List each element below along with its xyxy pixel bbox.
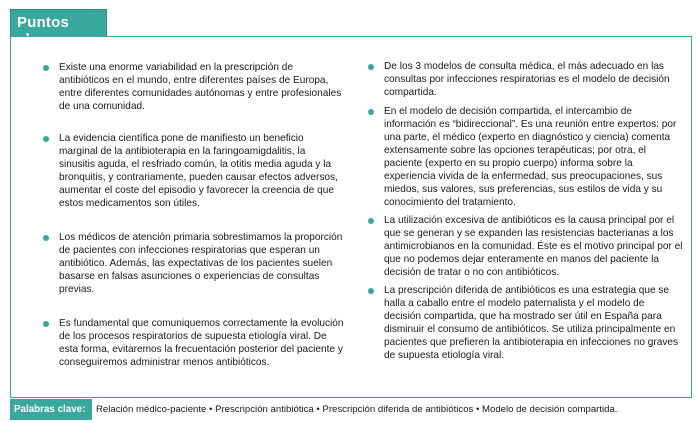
section-title: Puntos clave [17,14,70,48]
right-column [366,60,684,362]
key-points-box [10,36,692,398]
key-point: Los médicos de atención primaria sobrestimamos la proporción de pacientes con infecciones respiratorias que esperan un antibiótico. Además, las expectativas de los pacientes suelen basarse en falsas asunciones o experiencias de consultas previas. [41,231,344,296]
key-point: La evidencia científica pone de manifiesto un beneficio marginal de la antibioterapia en la faringoamigdalitis, la sinusitis aguda, el resfriado común, la otitis media aguda y la bronquitis, y contrariamente, pueden causar efectos adversos, aumentar el coste del episodio y favorecer la creencia de que estos medicamentos son útiles. [41,132,344,210]
key-point: La utilización excesiva de antibióticos es la causa principal por el que se generan y se expanden las resistencias bacterianas a los antimicrobianos en la comunidad. Éste es el motivo principal por el que no podemos dejar enteramente en manos del paciente la decisión de tratar o no con antibióticos. [366,214,684,279]
section-title-tab [10,9,107,48]
key-point: La prescripción diferida de antibióticos es una estrategia que se halla a caballo entre el modelo paternalista y el modelo de decisión compartida, que ha mostrado ser útil en España para disminuir el consumo de antibióticos. Se utiliza principalmente en pacientes que prefieren la antibioterapia en infecciones no graves de supuesta etiología viral. [366,284,684,362]
key-point: Existe una enorme variabilidad en la prescripción de antibióticos en el mundo, entre diferentes países de Europa, entre diferentes comunidades autónomas y entre profesionales de una comunidad. [41,61,344,113]
keywords-bar [10,399,692,420]
keywords-text: Relación médico-paciente • Prescripción antibiótica • Prescripción diferida de antibióticos • Modelo de decisión compartida. [96,404,618,415]
keywords-label: Palabras clave: [10,399,92,420]
left-column [41,61,344,369]
key-point: De los 3 modelos de consulta médica, el más adecuado en las consultas por infecciones respiratorias es el modelo de decisión compartida. [366,60,684,99]
key-point: Es fundamental que comuniquemos correctamente la evolución de los procesos respiratorios de supuesta etiología viral. De esta forma, evitaremos la frecuentación posterior del paciente y conseguiremos administrar menos antibióticos. [41,317,344,369]
key-point: En el modelo de decisión compartida, el intercambio de información es “bidireccional”. Es una reunión entre expertos: por una parte, el médico (experto en diagnóstico y ciencia) comenta extensamente sobre las opciones terapéuticas; por otra, el paciente (experto en su propio cuerpo) informa sobre la experiencia vivida de la enfermedad, sus preocupaciones, sus miedos, sus valores, sus preferencias, sus estilos de vida y su conocimiento del tratamiento. [366,105,684,209]
